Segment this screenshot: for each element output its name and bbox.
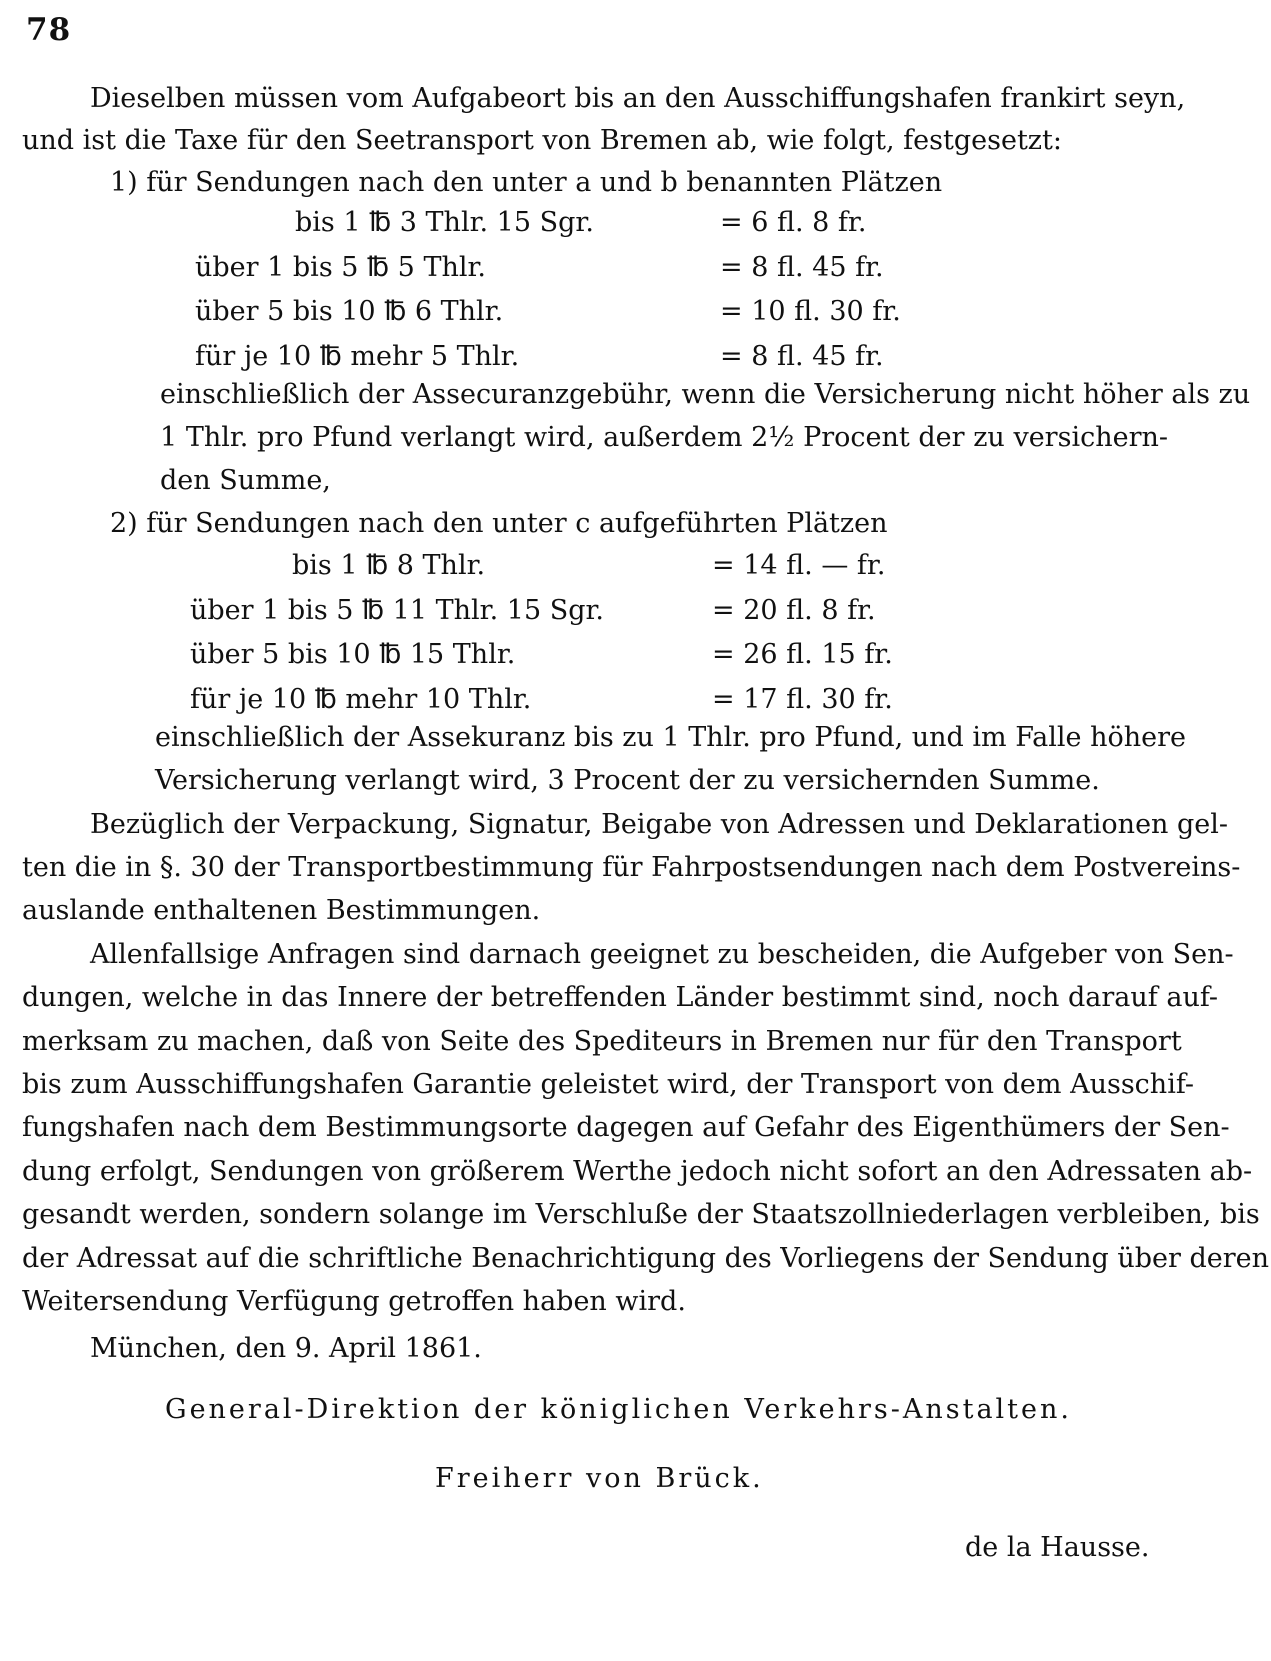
table-row <box>0 251 1271 296</box>
weight-rate: über 1 bis 5 ℔ 11 Thlr. 15 Sgr. <box>190 594 605 626</box>
text-line: Versicherung verlangt wird, 3 Procent der zu versichernden Summe. <box>155 765 1100 796</box>
conversion: = 14 fl. — fr. <box>712 550 886 581</box>
weight-rate: bis 1 ℔ 3 Thlr. 15 Sgr. <box>295 207 594 238</box>
text-line: Weitersendung Verfügung getroffen haben wird. <box>22 1286 686 1317</box>
text-line: merksam zu machen, daß von Seite des Spediteurs in Bremen nur für den Transport <box>22 1026 1182 1057</box>
weight-rate: über 5 bis 10 ℔ 6 Thlr. <box>195 296 504 327</box>
table-row <box>0 638 1271 683</box>
list-item-heading: 2) für Sendungen nach den unter c aufgeführten Plätzen <box>110 508 888 539</box>
conversion: = 17 fl. 30 fr. <box>712 683 893 715</box>
tariff-table-2 <box>0 549 1271 727</box>
weight-rate: über 1 bis 5 ℔ 5 Thlr. <box>195 251 487 283</box>
place-date: München, den 9. April 1861. <box>90 1333 482 1364</box>
text-line: den Summe, <box>160 465 331 496</box>
text-line: dungen, welche in das Innere der betreffenden Länder bestimmt sind, noch darauf auf- <box>22 982 1218 1013</box>
text-line: Dieselben müssen vom Aufgabeort bis an den Ausschiffungshafen frankirt seyn, <box>90 83 1186 114</box>
text-line: und ist die Taxe für den Seetransport von Bremen ab, wie folgt, festgesetzt: <box>22 125 1062 156</box>
text-line: einschließlich der Assecuranzgebühr, wenn die Versicherung nicht höher als zu <box>160 379 1251 410</box>
issuing-authority: General-Direktion der königlichen Verkehrs-Anstalten. <box>165 1394 1072 1425</box>
table-row <box>0 549 1271 594</box>
text-line: fungshafen nach dem Bestimmungsorte dagegen auf Gefahr des Eigenthümers der Sen- <box>22 1112 1230 1143</box>
conversion: = 26 fl. 15 fr. <box>712 639 893 670</box>
conversion: = 20 fl. 8 fr. <box>712 594 876 626</box>
text-line: gesandt werden, sondern solange im Verschluße der Staatszollniederlagen verbleiben, bis <box>22 1199 1260 1230</box>
tariff-table-1 <box>0 206 1271 384</box>
table-row <box>0 594 1271 639</box>
conversion: = 6 fl. 8 fr. <box>720 207 867 238</box>
weight-rate: für je 10 ℔ mehr 10 Thlr. <box>190 683 532 715</box>
text-line: 1 Thlr. pro Pfund verlangt wird, außerdem 2½ Procent der zu versichern- <box>160 422 1168 453</box>
text-line: der Adressat auf die schriftliche Benachrichtigung des Vorliegens der Sendung über deren <box>22 1243 1270 1274</box>
conversion: = 8 fl. 45 fr. <box>720 340 884 372</box>
table-row <box>0 206 1271 251</box>
list-item-heading: 1) für Sendungen nach den unter a und b benannten Plätzen <box>110 167 943 198</box>
text-line: ten die in §. 30 der Transportbestimmung für Fahrpostsendungen nach dem Postvereins- <box>22 852 1241 883</box>
signatory-name: Freiherr von Brück. <box>435 1463 764 1494</box>
weight-rate: für je 10 ℔ mehr 5 Thlr. <box>195 340 520 372</box>
countersignature: de la Hausse. <box>965 1532 1150 1563</box>
text-line: bis zum Ausschiffungshafen Garantie geleistet wird, der Transport von dem Ausschif- <box>22 1069 1194 1100</box>
page-number: 78 <box>26 12 72 48</box>
text-line: einschließlich der Assekuranz bis zu 1 Thlr. pro Pfund, und im Falle höhere <box>155 722 1186 753</box>
weight-rate: über 5 bis 10 ℔ 15 Thlr. <box>190 639 516 670</box>
table-row <box>0 295 1271 340</box>
text-line: Allenfallsige Anfragen sind darnach geeignet zu bescheiden, die Aufgeber von Sen- <box>90 939 1234 970</box>
conversion: = 8 fl. 45 fr. <box>720 251 884 283</box>
text-line: Bezüglich der Verpackung, Signatur, Beigabe von Adressen und Deklarationen gel- <box>90 809 1229 840</box>
text-line: dung erfolgt, Sendungen von größerem Werthe jedoch nicht sofort an den Adressaten ab- <box>22 1156 1253 1187</box>
text-line: auslande enthaltenen Bestimmungen. <box>22 895 541 926</box>
weight-rate: bis 1 ℔ 8 Thlr. <box>292 550 486 581</box>
conversion: = 10 fl. 30 fr. <box>720 296 901 327</box>
